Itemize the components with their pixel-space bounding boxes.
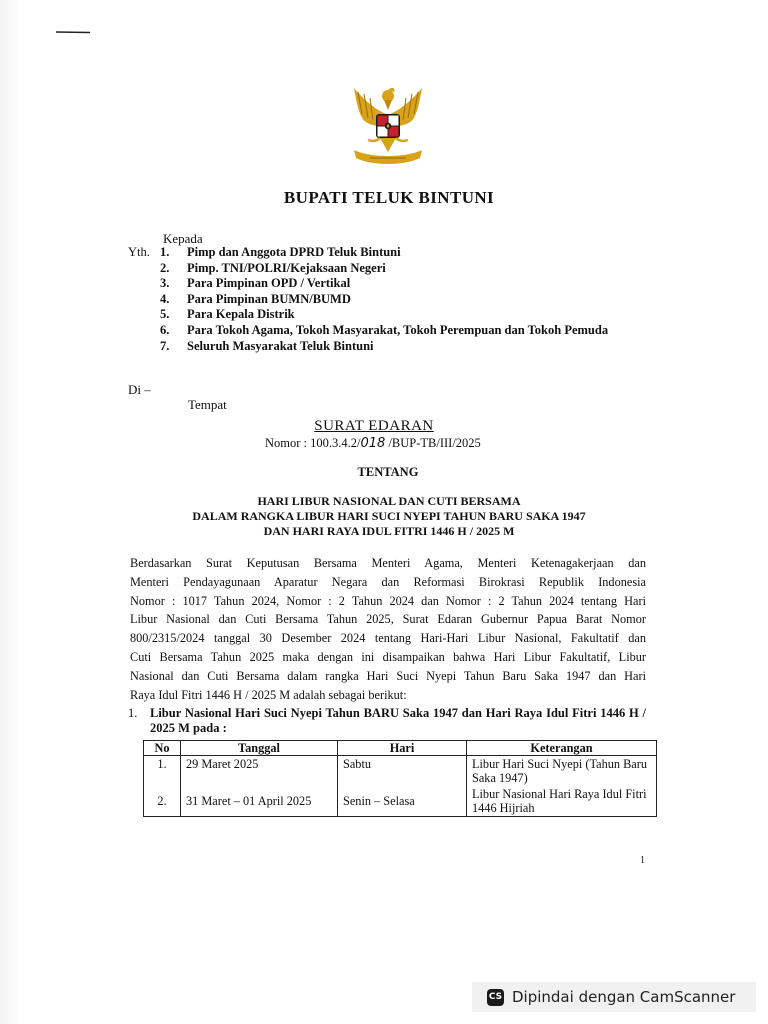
recipient-text: Pimp dan Anggota DPRD Teluk Bintuni	[187, 245, 401, 259]
point-number: 1.	[128, 706, 138, 720]
list-item	[128, 323, 648, 339]
di-label: Di –	[128, 382, 151, 397]
recipient-number: 2.	[160, 260, 170, 275]
body-line: Libur Nasional dan Cuti Bersama Tahun 2025, Surat Edaran Gubernur Papua Barat Nomor	[130, 612, 646, 627]
table-row	[144, 756, 657, 787]
list-item	[128, 292, 648, 308]
point-text: Libur Nasional Hari Suci Nyepi Tahun BARU Saka 1947 dan Hari Raya Idul Fitri 1446 H / 2025 M pada :	[150, 706, 646, 735]
list-item	[128, 261, 648, 277]
header-hari: Hari	[338, 741, 467, 756]
tempat-label: Tempat	[188, 397, 227, 412]
nomor-label: Nomor :	[265, 436, 308, 450]
table-row	[144, 786, 657, 817]
recipient-list	[128, 245, 648, 354]
list-item	[128, 307, 648, 323]
pen-mark	[56, 30, 90, 34]
recipient-number: 3.	[160, 276, 170, 291]
recipient-text: Para Pimpinan OPD / Vertikal	[187, 276, 351, 291]
subject-line: HARI LIBUR NASIONAL DAN CUTI BERSAMA	[257, 494, 521, 508]
table-header-row	[144, 741, 657, 756]
cell-no: 2.	[144, 786, 181, 817]
kepada-label: Kepada	[163, 231, 203, 246]
recipient-number: 5.	[160, 307, 170, 322]
header-tanggal: Tanggal	[181, 741, 338, 756]
holiday-table	[143, 740, 657, 817]
cell-hari: Sabtu	[338, 756, 467, 787]
body-line: Berdasarkan Surat Keputusan Bersama Menteri Agama, Menteri Ketenagakerjaan dan	[130, 556, 646, 570]
camscanner-icon: CS	[487, 989, 504, 1006]
subject-line: DAN HARI RAYA IDUL FITRI 1446 H / 2025 M	[263, 524, 515, 538]
list-item	[128, 245, 648, 261]
cell-keterangan: Libur Nasional Hari Raya Idul Fitri 1446 Hijriah	[467, 786, 657, 817]
recipient-text: Pimp. TNI/POLRI/Kejaksaan Negeri	[187, 260, 386, 275]
letter-heading: BUPATI TELUK BINTUNI	[283, 188, 495, 207]
subject-line: DALAM RANGKA LIBUR HARI SUCI NYEPI TAHUN BARU SAKA 1947	[192, 509, 586, 523]
nomor-handwritten: 018	[360, 436, 386, 451]
nomor-suffix: /BUP-TB/III/2025	[385, 436, 481, 450]
point-1	[128, 706, 646, 736]
cell-tanggal: 31 Maret – 01 April 2025	[181, 786, 338, 817]
recipient-number: 6.	[160, 322, 170, 337]
body-line: Menteri Pendayagunaan Aparatur Negara dan Reformasi Birokrasi Republik Indonesia	[130, 574, 646, 589]
yth-label: Yth.	[128, 245, 150, 259]
garuda-emblem-icon	[346, 80, 430, 166]
subject-heading	[0, 494, 768, 539]
recipient-text: Seluruh Masyarakat Teluk Bintuni	[187, 338, 374, 353]
camscanner-watermark	[472, 982, 756, 1012]
body-line: Nasional dan Cuti Bersama dalam rangka Hari Suci Nyepi Tahun Baru Saka 1947 dan Hari	[130, 668, 646, 683]
cell-hari: Senin – Selasa	[338, 786, 467, 817]
header-no: No	[144, 741, 181, 756]
recipient-text: Para Pimpinan BUMN/BUMD	[187, 291, 351, 306]
header-keterangan: Keterangan	[467, 741, 657, 756]
nomor-prefix: 100.3.4.2/	[310, 436, 361, 450]
recipient-text: Para Tokoh Agama, Tokoh Masyarakat, Tokoh Perempuan dan Tokoh Pemuda	[187, 322, 609, 337]
list-item	[128, 339, 648, 355]
body-line: 800/2315/2024 tanggal 30 Desember 2024 tentang Hari-Hari Libur Nasional, Fakultatif dan	[130, 631, 646, 646]
camscanner-text: Dipindai dengan CamScanner	[512, 988, 736, 1006]
surat-edaran-title: SURAT EDARAN	[314, 418, 434, 434]
body-line: Nomor : 1017 Tahun 2024, Nomor : 2 Tahun 2024 dan Nomor : 2 Tahun 2024 tentang Hari	[130, 593, 646, 608]
recipient-number: 4.	[160, 291, 170, 306]
body-line: Cuti Bersama Tahun 2025 maka dengan ini disampaikan bahwa Hari Libur Fakultatif, Libur	[130, 649, 646, 664]
recipient-number: 7.	[160, 338, 170, 353]
page-number: 1	[640, 855, 645, 866]
cell-no: 1.	[144, 756, 181, 787]
recipient-text: Para Kepala Distrik	[187, 307, 295, 322]
letter-number	[265, 436, 481, 451]
cell-keterangan: Libur Hari Suci Nyepi (Tahun Baru Saka 1947)	[467, 756, 657, 787]
tentang-label: TENTANG	[357, 465, 419, 479]
body-line: Raya Idul Fitri 1446 H / 2025 M adalah sebagai berikut:	[130, 687, 407, 702]
list-item	[128, 276, 648, 292]
cell-tanggal: 29 Maret 2025	[181, 756, 338, 787]
recipient-number: 1.	[160, 245, 170, 259]
body-paragraph	[130, 554, 646, 704]
